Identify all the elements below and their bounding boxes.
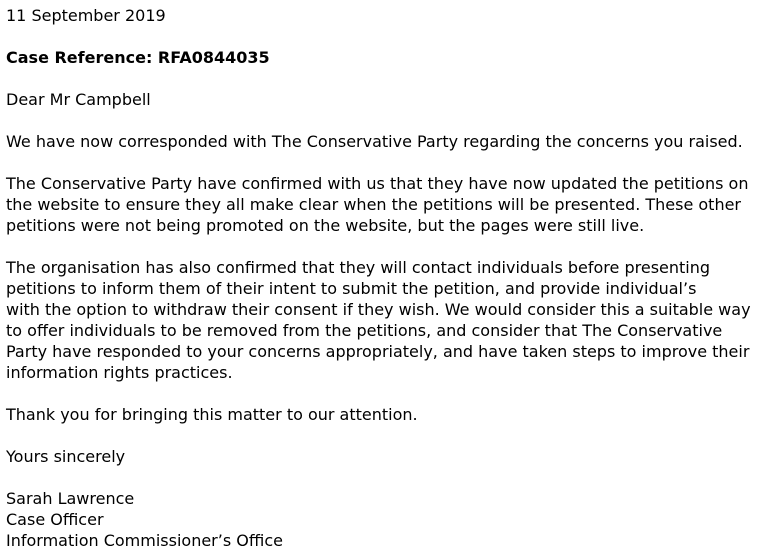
signature-block — [6, 488, 767, 551]
paragraph-line: Thank you for bringing this matter to our attention. — [6, 405, 418, 424]
paragraph-line: We have now corresponded with The Conservative Party regarding the concerns you raised. — [6, 132, 743, 151]
paragraph-line: petitions to inform them of their intent to submit the petition, and provide individual’s — [6, 279, 697, 298]
paragraph-line: Party have responded to your concerns appropriately, and have taken steps to improve their — [6, 342, 750, 361]
paragraph-line: the website to ensure they all make clear when the petitions will be presented. These other — [6, 195, 742, 214]
signature-name: Sarah Lawrence — [6, 489, 135, 508]
signature-title: Case Officer — [6, 510, 104, 529]
paragraph-line: information rights practices. — [6, 363, 233, 382]
spacer — [6, 68, 767, 89]
paragraph-line: The organisation has also confirmed that they will contact individuals before presenting — [6, 258, 711, 277]
letter-date: 11 September 2019 — [6, 6, 166, 25]
paragraph-line: petitions were not being promoted on the website, but the pages were still live. — [6, 216, 645, 235]
paragraph-line: to offer individuals to be removed from the petitions, and consider that The Conservative — [6, 321, 723, 340]
spacer — [6, 467, 767, 488]
salutation: Dear Mr Campbell — [6, 90, 151, 109]
paragraph-4 — [6, 404, 767, 425]
case-reference: Case Reference: RFA0844035 — [6, 48, 270, 67]
spacer — [6, 236, 767, 257]
paragraph-1 — [6, 131, 767, 152]
spacer — [6, 383, 767, 404]
spacer — [6, 152, 767, 173]
spacer — [6, 425, 767, 446]
signature-organisation: Information Commissioner’s Office — [6, 531, 283, 550]
spacer — [6, 26, 767, 47]
paragraph-3 — [6, 257, 767, 383]
paragraph-line: with the option to withdraw their consent if they wish. We would consider this a suitable way — [6, 300, 751, 319]
paragraph-2 — [6, 173, 767, 236]
closing: Yours sincerely — [6, 447, 126, 466]
spacer — [6, 110, 767, 131]
paragraph-line: The Conservative Party have confirmed with us that they have now updated the petitions on — [6, 174, 749, 193]
